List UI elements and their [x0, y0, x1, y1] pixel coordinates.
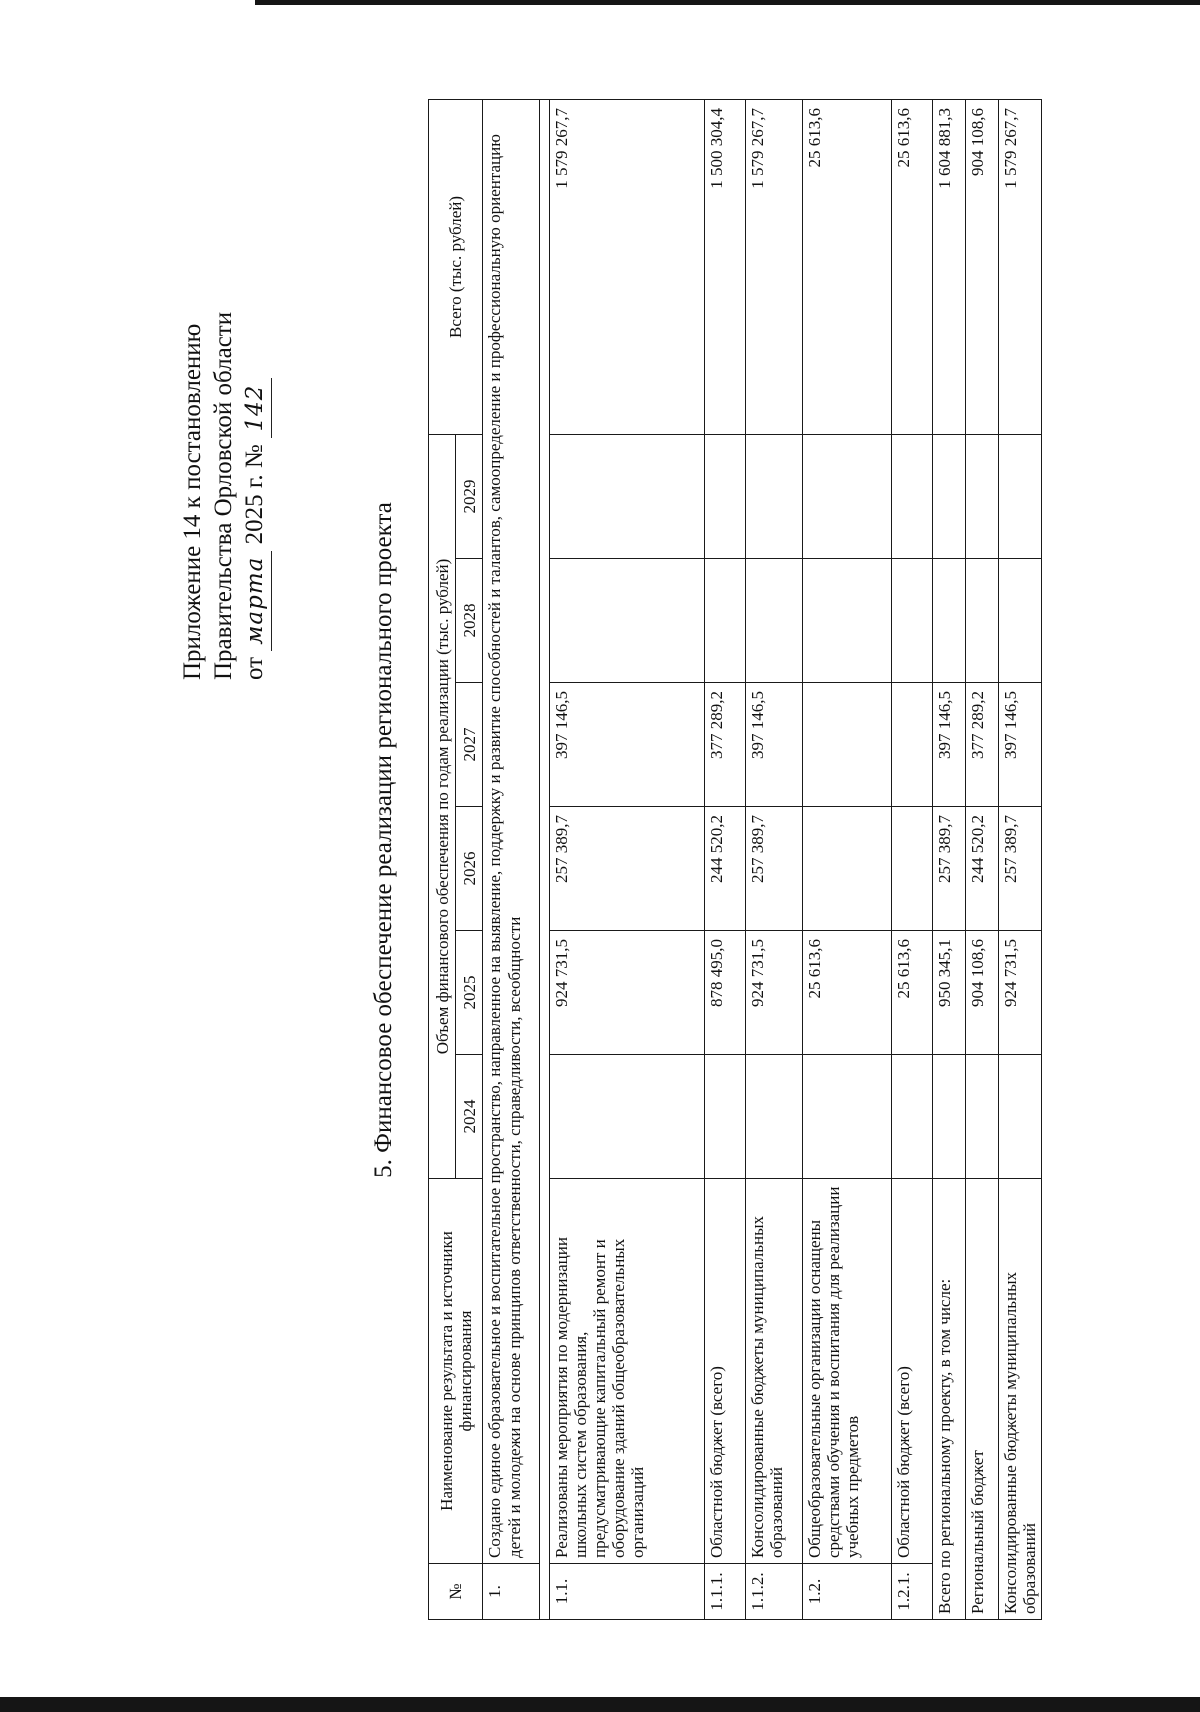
cell-2029 — [966, 434, 999, 558]
table-row — [705, 99, 746, 1619]
cell-2029 — [999, 434, 1042, 558]
cell-total: 1 579 267,7 — [550, 99, 705, 434]
header-total: Всего (тыс. рублей) — [429, 99, 483, 434]
date-year: 2025 г. № — [241, 444, 268, 545]
cell-2025: 25 613,6 — [803, 931, 892, 1055]
cell-2026: 257 389,7 — [746, 807, 803, 931]
totals-name: Всего по региональному проекту, в том числе: — [933, 1179, 966, 1620]
cell-2027: 397 146,5 — [999, 683, 1042, 807]
cell-2028 — [550, 559, 705, 683]
cell-2026: 244 520,2 — [705, 807, 746, 931]
cell-2029 — [892, 434, 933, 558]
cell-2025: 904 108,6 — [966, 931, 999, 1055]
totals-row — [966, 99, 999, 1619]
appendix-line-2: Правительства Орловской области — [210, 311, 237, 680]
cell-2024 — [705, 1055, 746, 1179]
scan-edge-top — [255, 0, 1200, 5]
table-row — [550, 99, 705, 1619]
cell-2029 — [550, 434, 705, 558]
cell-2028 — [892, 559, 933, 683]
financing-table — [428, 99, 1042, 1620]
cell-2024 — [550, 1055, 705, 1179]
cell-2025: 25 613,6 — [892, 931, 933, 1055]
cell-2028 — [746, 559, 803, 683]
cell-2024 — [803, 1055, 892, 1179]
cell-2028 — [966, 559, 999, 683]
appendix-header — [177, 80, 272, 680]
table-row — [803, 99, 892, 1619]
scan-edge-bottom — [0, 1697, 1200, 1712]
handwritten-date: марта — [240, 551, 272, 651]
cell-2027 — [892, 683, 933, 807]
cell-2027: 397 146,5 — [746, 683, 803, 807]
cell-2027: 397 146,5 — [933, 683, 966, 807]
table-row — [746, 99, 803, 1619]
header-name: Наименование результата и источники финансирования — [429, 1179, 483, 1564]
cell-2024 — [892, 1055, 933, 1179]
cell-2024 — [746, 1055, 803, 1179]
cell-2026: 257 389,7 — [550, 807, 705, 931]
header-num: № — [429, 1564, 483, 1620]
cell-2025: 924 731,5 — [550, 931, 705, 1055]
cell-total: 25 613,6 — [892, 99, 933, 434]
row-name: Областной бюджет (всего) — [705, 1179, 746, 1564]
cell-2029 — [933, 434, 966, 558]
goal-row — [483, 99, 540, 1619]
cell-2026: 244 520,2 — [966, 807, 999, 931]
row-name: Консолидированные бюджеты муниципальных образований — [746, 1179, 803, 1564]
header-year: 2026 — [456, 807, 483, 931]
cell-2025: 950 345,1 — [933, 931, 966, 1055]
cell-2028 — [999, 559, 1042, 683]
handwritten-number: 142 — [240, 378, 272, 438]
cell-2028 — [705, 559, 746, 683]
cell-2027: 377 289,2 — [966, 683, 999, 807]
cell-2027: 397 146,5 — [550, 683, 705, 807]
goal-num: 1. — [483, 1564, 540, 1620]
totals-row — [933, 99, 966, 1619]
header-volume: Объем финансового обеспечения по годам реализации (тыс. рублей) — [429, 434, 456, 1178]
cell-2028 — [933, 559, 966, 683]
date-prefix: от — [241, 656, 268, 680]
row-num: 1.2. — [803, 1564, 892, 1620]
section-title: 5. Финансовое обеспечение реализации регионального проекта — [370, 502, 397, 1178]
cell-2027 — [803, 683, 892, 807]
appendix-date-line — [239, 80, 272, 680]
row-name: Реализованы мероприятия по модернизации школьных систем образования, предусматривающие капитальный ремонт и оборудование зданий общеобразовательных организаций — [550, 1179, 705, 1564]
cell-2026 — [892, 807, 933, 931]
cell-total: 1 500 304,4 — [705, 99, 746, 434]
spacer-row — [540, 99, 550, 1619]
row-num: 1.2.1. — [892, 1564, 933, 1620]
cell-2029 — [705, 434, 746, 558]
cell-total: 1 579 267,7 — [999, 99, 1042, 434]
cell-total: 904 108,6 — [966, 99, 999, 434]
rotated-document — [122, 60, 1162, 1620]
cell-2024 — [966, 1055, 999, 1179]
cell-2025: 924 731,5 — [999, 931, 1042, 1055]
header-year: 2029 — [456, 434, 483, 558]
header-year: 2028 — [456, 559, 483, 683]
cell-2029 — [746, 434, 803, 558]
cell-2024 — [933, 1055, 966, 1179]
row-num: 1.1.1. — [705, 1564, 746, 1620]
cell-2026 — [803, 807, 892, 931]
cell-total: 25 613,6 — [803, 99, 892, 434]
header-year: 2027 — [456, 683, 483, 807]
cell-2025: 924 731,5 — [746, 931, 803, 1055]
totals-name: Региональный бюджет — [966, 1179, 999, 1620]
totals-row — [999, 99, 1042, 1619]
cell-2024 — [999, 1055, 1042, 1179]
appendix-line-1: Приложение 14 к постановлению — [179, 323, 206, 680]
table-row — [892, 99, 933, 1619]
cell-2029 — [803, 434, 892, 558]
row-num: 1.1.2. — [746, 1564, 803, 1620]
totals-name: Консолидированные бюджеты муниципальных образований — [999, 1179, 1042, 1620]
header-year: 2025 — [456, 931, 483, 1055]
row-name: Областной бюджет (всего) — [892, 1179, 933, 1564]
row-num: 1.1. — [550, 1564, 705, 1620]
row-name: Общеобразовательные организации оснащены средствами обучения и воспитания для реализации учебных предметов — [803, 1179, 892, 1564]
cell-2028 — [803, 559, 892, 683]
cell-total: 1 604 881,3 — [933, 99, 966, 434]
cell-2027: 377 289,2 — [705, 683, 746, 807]
cell-2026: 257 389,7 — [933, 807, 966, 931]
cell-2025: 878 495,0 — [705, 931, 746, 1055]
header-year: 2024 — [456, 1055, 483, 1179]
cell-2026: 257 389,7 — [999, 807, 1042, 931]
goal-text: Создано единое образовательное и воспитательное пространство, направленное на выявление, поддержку и развитие способностей и талантов, самоопределение и профессиональную ориентацию детей и молодежи на основе принципов ответственности, справедливости, всеобщности — [483, 99, 540, 1563]
cell-total: 1 579 267,7 — [746, 99, 803, 434]
